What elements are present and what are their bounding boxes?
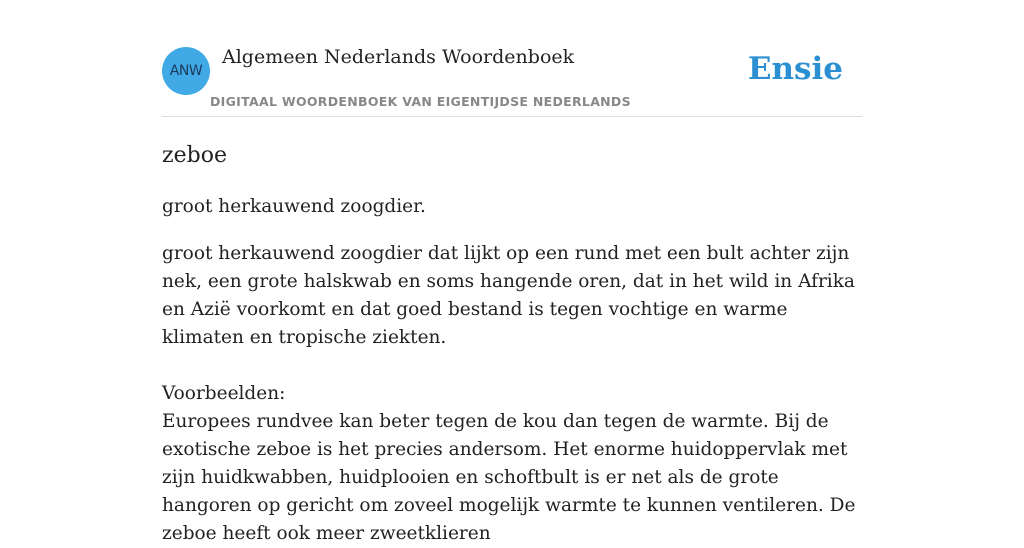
- site-subtitle: DIGITAAL WOORDENBOEK VAN EIGENTIJDSE NEDERLANDS: [210, 94, 631, 109]
- anw-logo[interactable]: ANW: [162, 47, 210, 95]
- page-container: [162, 0, 862, 548]
- example-text: Europees rundvee kan beter tegen de kou dan tegen de warmte. Bij de exotische zeboe is het precies andersom. Het enorme huidoppervlak met zijn huidkwabben, huidplooien en schoftbult is er net als de grote hangoren op gericht om zoveel mogelijk warmte te kunnen ventileren. De zeboe heeft ook meer zweetklieren: [162, 411, 856, 544]
- short-definition: groot herkauwend zoogdier.: [162, 196, 426, 217]
- site-header: [162, 0, 862, 117]
- site-title[interactable]: Algemeen Nederlands Woordenboek: [222, 46, 575, 68]
- entry-content: [162, 143, 862, 548]
- ensie-brand-link[interactable]: Ensie: [747, 51, 843, 87]
- examples-label: Voorbeelden:: [162, 383, 286, 404]
- entry-word: zeboe: [162, 143, 227, 168]
- long-definition: groot herkauwend zoogdier dat lijkt op een rund met een bult achter zijn nek, een grote halskwab en soms hangende oren, dat in het wild in Afrika en Azië voorkomt en dat goed bestand is tegen vochtige en warme klimaten en tropische ziekten.: [162, 243, 855, 348]
